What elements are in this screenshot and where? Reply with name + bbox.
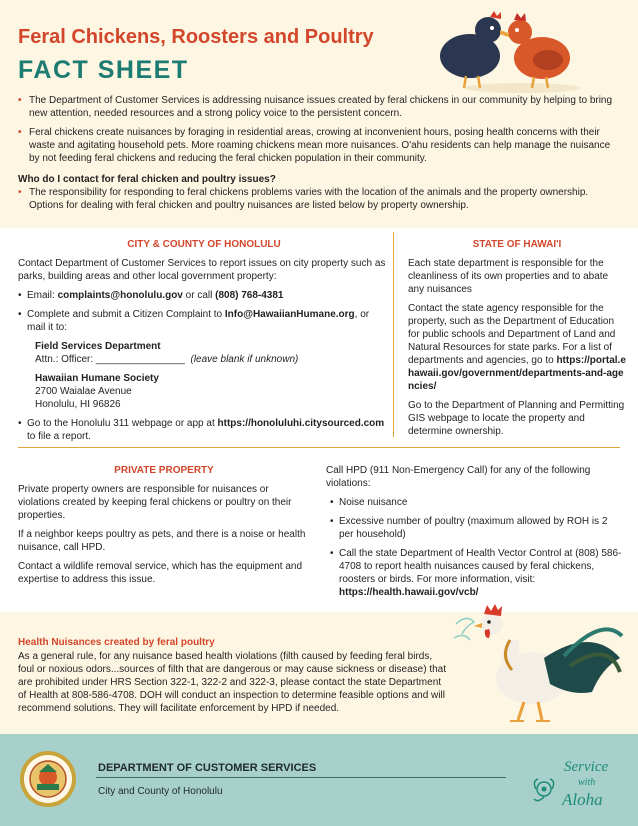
hpd-item: • Excessive number of poultry (maximum allowed by ROH is 2 per household) xyxy=(330,515,622,541)
city-name: City and County of Honolulu xyxy=(98,786,223,797)
city-intro: Contact Department of Customer Services to report issues on city property such as parks, building areas and other local government property: xyxy=(18,258,386,282)
hhs-address2: Honolulu, HI 96826 xyxy=(35,399,121,410)
rooster-illustration xyxy=(452,596,628,730)
hens-illustration xyxy=(436,8,586,94)
health-heading: Health Nuisances created by feral poultry xyxy=(18,637,215,648)
city-column xyxy=(18,238,390,449)
section-divider xyxy=(18,447,620,448)
column-divider xyxy=(393,232,394,437)
attn-note: (leave blank if unknown) xyxy=(190,354,299,365)
logo-line3: Aloha xyxy=(562,790,603,809)
contact-answer: • The responsibility for responding to feral chickens problems varies with the location of the animals and the property ownership. Options for dealing with feral chicken and poultry nuisances are listed below by property ownership. xyxy=(18,186,618,212)
complaint-email-link[interactable]: Info@HawaiianHumane.org xyxy=(224,309,355,320)
hpd-column xyxy=(326,464,622,605)
hpd-item: • Noise nuisance xyxy=(330,496,622,509)
hpd-intro: Call HPD (911 Non-Emergency Call) for any of the following violations: xyxy=(326,465,591,489)
private-heading: PRIVATE PROPERTY xyxy=(114,465,214,476)
health-text xyxy=(18,636,448,715)
contact-question: Who do I contact for feral chicken and poultry issues? xyxy=(18,174,276,185)
intro-text xyxy=(18,94,618,212)
hhs-name: Hawaiian Humane Society xyxy=(35,373,159,384)
state-p3: Go to the Department of Planning and Permitting GIS webpage to locate the property and determine ownership. xyxy=(408,400,625,437)
state-heading: STATE OF HAWAI'I xyxy=(472,239,562,250)
city-phone: (808) 768-4381 xyxy=(215,290,284,301)
doh-item: • Call the state Department of Health Vector Control at (808) 586-4708 to report health nuisances caused by feral chickens, roosters or birds. For more information, visit: https://health.hawaii.gov/vcb/ xyxy=(330,547,622,599)
city-web-item: • Go to the Honolulu 311 webpage or app at https://honoluluhi.citysourced.com to file a report. xyxy=(18,417,390,443)
service-with-aloha-logo xyxy=(528,755,624,811)
state-p1: Each state department is responsible for the cleanliness of its own properties and to abate any nuisances xyxy=(408,258,609,295)
city-email-link[interactable]: complaints@honolulu.gov xyxy=(57,290,183,301)
intro-bullet: • The Department of Customer Services is addressing nuisance issues created by feral chickens in our community by helping to bring new attention, needed resources and a strong policy voice to the persistent concern. xyxy=(18,94,618,120)
private-column xyxy=(18,464,310,592)
logo-line1: Service xyxy=(564,759,609,775)
hhs-address1: 2700 Waialae Avenue xyxy=(35,386,132,397)
city-email-item: • Email: complaints@honolulu.gov or call (808) 768-4381 xyxy=(18,289,390,302)
city-web-link[interactable]: https://honoluluhi.citysourced.com xyxy=(217,418,385,429)
attn-line: Attn.: Officer: ________________ xyxy=(35,354,185,365)
intro-bullet: • Feral chickens create nuisances by foraging in residential areas, crowing at inconvenient hours, posing health concerns with their waste and agitating household pets. More roaming chickens mean more nuisances. O'ahu residents can help manage the nuisance by not feeding feral chickens and reducing the feral chicken population in their community. xyxy=(18,126,618,165)
fsd-name: Field Services Department xyxy=(35,341,161,352)
footer-rule xyxy=(96,777,506,778)
private-p3: Contact a wildlife removal service, which has the equipment and expertise to address this issue. xyxy=(18,561,303,585)
state-portal-link[interactable]: https://portal.ehawaii.gov/government/departments-and-agencies/ xyxy=(408,355,626,392)
private-p1: Private property owners are responsible for nuisances or violations created by keeping feral chickens or poultry on their properties. xyxy=(18,484,292,521)
health-body: As a general rule, for any nuisance based health violations (filth caused by feeding feral birds, foul or noxious odors...sources of filth that are dangerous or may cause sickness or disease) that are prohibited under HRS Section 322-1, 322-2 and 322-3, please contact the state Department of Health at 808-586-4708. DOH will conduct an inspection to determine feasible options and will recommend solutions. They will facilitate enforcement by HPD if needed. xyxy=(18,651,446,714)
title-line1: Feral Chickens, Roosters and Poultry xyxy=(18,26,374,48)
dept-name: DEPARTMENT OF CUSTOMER SERVICES xyxy=(98,762,317,774)
city-complaint-item: • Complete and submit a Citizen Complaint to Info@HawaiianHumane.org, or mail it to: xyxy=(18,308,390,334)
logo-line2: with xyxy=(578,777,596,788)
private-p2: If a neighbor keeps poultry as pets, and there is a noise or health nuisance, call HPD. xyxy=(18,529,306,553)
city-heading: CITY & COUNTY OF HONOLULU xyxy=(127,239,281,250)
state-p2: Contact the state agency responsible for the property, such as the Department of Education for public schools and Department of Land and Natural Resources for state parks. For a list of departments and agencies, go to https://portal.ehawaii.gov/government/departments-and-agencies/ xyxy=(408,303,626,392)
title-line2: FACT SHEET xyxy=(18,56,189,84)
mail-address xyxy=(26,340,390,411)
city-seal-icon xyxy=(19,750,77,808)
state-column xyxy=(408,238,626,444)
doh-link[interactable]: https://health.hawaii.gov/vcb/ xyxy=(339,587,479,598)
